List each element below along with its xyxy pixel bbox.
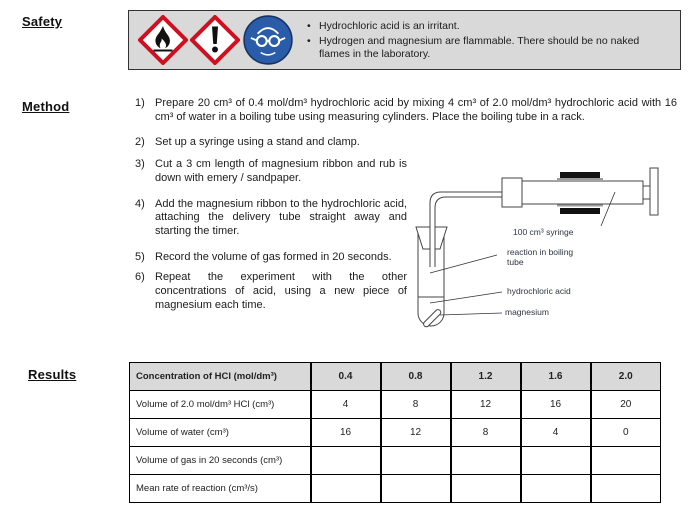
results-row-label: Mean rate of reaction (cm³/s) bbox=[130, 475, 311, 503]
safety-bullet bbox=[307, 35, 672, 60]
results-row-label: Volume of water (cm³) bbox=[130, 419, 311, 447]
step-text: Set up a syringe using a stand and clamp. bbox=[155, 136, 360, 149]
apparatus-diagram bbox=[405, 155, 689, 350]
syringe-plunger-endplate bbox=[650, 168, 658, 215]
pointer-reaction bbox=[430, 255, 497, 273]
clamp-shadow-top bbox=[557, 178, 603, 180]
syringe-plunger-rod bbox=[643, 186, 650, 199]
step-number: 2) bbox=[135, 136, 145, 149]
results-row bbox=[130, 475, 661, 503]
syringe-label: 100 cm³ syringe bbox=[513, 227, 574, 237]
results-value-cell bbox=[311, 447, 381, 475]
safety-heading: Safety bbox=[22, 14, 63, 29]
safety-bullet-text: Hydrogen and magnesium are flammable. There should be no naked flames in the laboratory. bbox=[319, 35, 640, 60]
results-row-label: Volume of 2.0 mol/dm³ HCl (cm³) bbox=[130, 391, 311, 419]
step-text: Record the volume of gas formed in 20 seconds. bbox=[155, 250, 392, 263]
results-value-cell bbox=[521, 447, 591, 475]
method-heading: Method bbox=[22, 99, 70, 114]
results-value-cell bbox=[591, 447, 661, 475]
results-value-cell: 8 bbox=[381, 391, 451, 419]
results-value-cell bbox=[451, 447, 521, 475]
pointer-magnesium bbox=[440, 313, 502, 315]
eye-protection-mandatory-icon bbox=[242, 14, 294, 66]
results-value-cell: 0 bbox=[591, 419, 661, 447]
reaction-label: reaction in boiling tube bbox=[507, 247, 574, 267]
safety-bullets bbox=[307, 17, 672, 64]
results-value-cell: 4 bbox=[521, 419, 591, 447]
results-value-cell bbox=[311, 475, 381, 503]
step-text: Prepare 20 cm³ of 0.4 mol/dm³ hydrochloric acid by mixing 4 cm³ of 2.0 mol/dm³ hydrochloric acid with 16 cm³ of water in a boiling tube using measuring cylinders. Place the boiling tube in a rack. bbox=[155, 97, 677, 123]
results-value-cell: 12 bbox=[451, 391, 521, 419]
results-value-cell: 4 bbox=[311, 391, 381, 419]
results-value-cell: 20 bbox=[591, 391, 661, 419]
bullet-dot-icon: • bbox=[307, 19, 311, 32]
step-number: 6) bbox=[135, 271, 145, 284]
results-value-cell: 16 bbox=[311, 419, 381, 447]
step-number: 5) bbox=[135, 250, 145, 263]
acid-label: hydrochloric acid bbox=[507, 286, 571, 296]
step-number: 3) bbox=[135, 158, 145, 171]
step-text: Cut a 3 cm length of magnesium ribbon and rub is down with emery / sandpaper. bbox=[155, 158, 407, 184]
clamp-shadow-bottom bbox=[557, 205, 603, 207]
results-row bbox=[130, 419, 661, 447]
magnesium-label: magnesium bbox=[505, 307, 549, 317]
safety-bullet-text: Hydrochloric acid is an irritant. bbox=[319, 19, 460, 32]
results-header-row bbox=[130, 363, 661, 391]
results-value-cell: 16 bbox=[521, 391, 591, 419]
syringe-nozzle-cap bbox=[502, 178, 522, 207]
results-value-cell bbox=[591, 475, 661, 503]
results-heading: Results bbox=[28, 367, 77, 382]
results-header-cell: 1.2 bbox=[451, 363, 521, 391]
results-value-cell bbox=[451, 475, 521, 503]
clamp-bar-top bbox=[560, 172, 600, 178]
clamp-bar-bottom bbox=[560, 208, 600, 214]
safety-box bbox=[128, 10, 681, 70]
results-value-cell: 8 bbox=[451, 419, 521, 447]
bung-right bbox=[435, 227, 447, 249]
bullet-dot-icon: • bbox=[307, 35, 311, 48]
safety-bullet bbox=[307, 20, 672, 33]
magnesium-ribbon bbox=[422, 308, 441, 327]
irritant-exclamation-ghs-icon bbox=[190, 15, 240, 65]
step-text: Add the magnesium ribbon to the hydrochloric acid, attaching the delivery tube straight away and starting the timer. bbox=[155, 197, 407, 237]
results-value-cell bbox=[521, 475, 591, 503]
method-step bbox=[135, 97, 680, 124]
results-header-cell: 0.4 bbox=[311, 363, 381, 391]
results-row-label: Volume of gas in 20 seconds (cm³) bbox=[130, 447, 311, 475]
results-header-cell: 1.6 bbox=[521, 363, 591, 391]
results-row bbox=[130, 391, 661, 419]
flammable-ghs-icon bbox=[138, 15, 188, 65]
results-header-cell: 0.8 bbox=[381, 363, 451, 391]
results-header-cell: 2.0 bbox=[591, 363, 661, 391]
step-text: Repeat the experiment with the other concentrations of acid, using a new piece of magnesium each time. bbox=[155, 271, 407, 311]
results-value-cell bbox=[381, 447, 451, 475]
step-number: 1) bbox=[135, 97, 145, 109]
syringe-barrel bbox=[522, 181, 643, 204]
results-row bbox=[130, 447, 661, 475]
results-header-cell: Concentration of HCl (mol/dm³) bbox=[130, 363, 311, 391]
results-value-cell: 12 bbox=[381, 419, 451, 447]
method-step bbox=[135, 136, 680, 150]
results-value-cell bbox=[381, 475, 451, 503]
results-table bbox=[129, 362, 661, 503]
step-number: 4) bbox=[135, 197, 145, 210]
